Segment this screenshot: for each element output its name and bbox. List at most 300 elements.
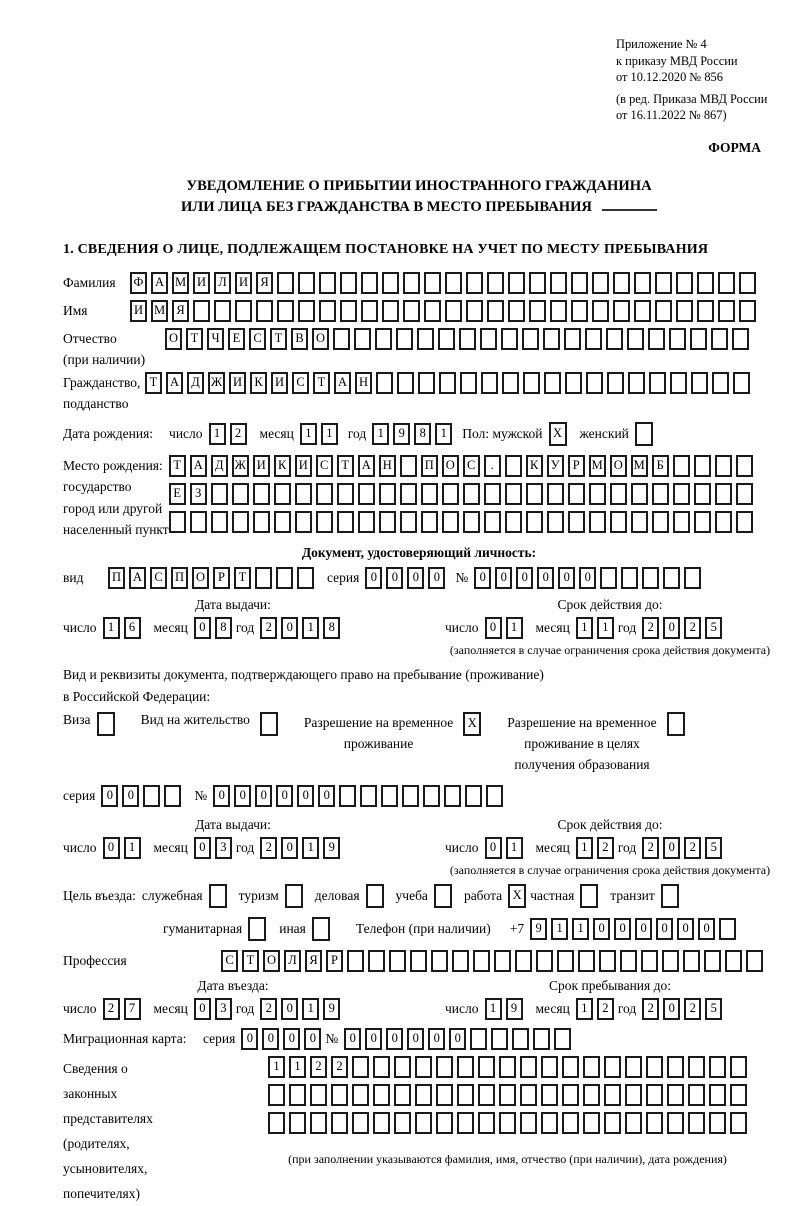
char-cell: [423, 785, 440, 807]
char-cell: 2: [230, 423, 247, 445]
char-cell: 1: [576, 617, 593, 639]
char-cell: [473, 950, 490, 972]
char-cell: 0: [579, 567, 596, 589]
char-cell: С: [221, 950, 238, 972]
migration-card-label: Миграционная карта:: [63, 1030, 187, 1046]
char-cell: [641, 950, 658, 972]
char-cell: [352, 1112, 369, 1134]
char-cell: [232, 483, 249, 505]
char-cell: [352, 1084, 369, 1106]
migration-number-cells: [344, 1028, 571, 1050]
char-cell: Т: [186, 328, 203, 350]
char-cell: Я: [172, 300, 189, 322]
char-cell: [662, 950, 679, 972]
char-cell: Д: [211, 455, 228, 477]
char-cell: 0: [428, 567, 445, 589]
char-cell: [463, 511, 480, 533]
representatives-label-line: представителях: [63, 1110, 153, 1126]
char-cell: [620, 950, 637, 972]
char-cell: [730, 1056, 747, 1078]
char-cell: 0: [407, 567, 424, 589]
char-cell: А: [334, 372, 351, 394]
char-cell: [508, 272, 525, 294]
char-cell: [625, 1056, 642, 1078]
char-cell: [478, 1084, 495, 1106]
char-cell: Я: [305, 950, 322, 972]
sex-label: Пол: мужской: [462, 425, 543, 441]
char-cell: 1: [302, 617, 319, 639]
char-cell: [562, 1056, 579, 1078]
char-cell: [568, 511, 585, 533]
char-cell: [400, 511, 417, 533]
char-cell: [501, 328, 518, 350]
char-cell: И: [193, 272, 210, 294]
header-note: [616, 36, 775, 124]
char-cell: [417, 328, 434, 350]
char-cell: [331, 1084, 348, 1106]
char-cell: [382, 272, 399, 294]
issue-day-cells: [103, 617, 141, 639]
char-cell: [715, 483, 732, 505]
char-cell: [646, 1084, 663, 1106]
char-cell: [487, 300, 504, 322]
char-cell: 2: [684, 617, 701, 639]
char-cell: К: [274, 455, 291, 477]
char-cell: 0: [516, 567, 533, 589]
char-cell: [310, 1084, 327, 1106]
birthplace-label: [63, 455, 169, 541]
header-line: от 10.12.2020 № 856: [616, 70, 723, 84]
char-cell: 5: [705, 837, 722, 859]
char-cell: [627, 328, 644, 350]
birthplace-label-line: город или другой: [63, 500, 163, 516]
char-cell: [499, 1112, 516, 1134]
expiry-month-cells: [576, 617, 614, 639]
char-cell: [697, 272, 714, 294]
char-cell: В: [291, 328, 308, 350]
char-cell: [541, 1056, 558, 1078]
day-label: число: [63, 1000, 97, 1016]
char-cell: [211, 483, 228, 505]
char-cell: [347, 950, 364, 972]
birthplace-cells-row1: [169, 455, 753, 477]
field-purpose: [63, 884, 775, 908]
char-cell: [415, 1056, 432, 1078]
char-cell: 1: [485, 998, 502, 1020]
char-cell: [697, 300, 714, 322]
representatives-label-line: законных: [63, 1085, 118, 1101]
birthplace-cells-row3: [169, 511, 753, 533]
char-cell: [621, 567, 638, 589]
char-cell: [499, 1056, 516, 1078]
firstname-label: Имя: [63, 302, 88, 318]
char-cell: 8: [414, 423, 431, 445]
char-cell: [403, 272, 420, 294]
char-cell: П: [171, 567, 188, 589]
char-cell: Т: [270, 328, 287, 350]
char-cell: [690, 328, 707, 350]
char-cell: [508, 300, 525, 322]
purpose-work-label: работа: [463, 887, 503, 903]
char-cell: О: [610, 455, 627, 477]
char-cell: 0: [474, 567, 491, 589]
purpose-work-checkbox: X: [508, 884, 526, 908]
char-cell: [382, 300, 399, 322]
char-cell: [730, 1084, 747, 1106]
char-cell: [295, 511, 312, 533]
char-cell: [436, 1056, 453, 1078]
char-cell: [418, 372, 435, 394]
residence-permit-checkbox: [260, 712, 278, 736]
char-cell: [491, 1028, 508, 1050]
char-cell: [289, 1112, 306, 1134]
char-cell: Н: [355, 372, 372, 394]
doc-kind-cells: [108, 567, 314, 589]
citizenship-cells: [145, 372, 750, 394]
char-cell: [550, 272, 567, 294]
char-cell: [718, 300, 735, 322]
char-cell: [289, 1084, 306, 1106]
char-cell: [394, 1056, 411, 1078]
char-cell: [480, 328, 497, 350]
month-label: месяц: [153, 839, 188, 855]
purpose-private-checkbox: [580, 884, 598, 908]
char-cell: 0: [365, 1028, 382, 1050]
char-cell: [547, 511, 564, 533]
day-label: число: [63, 839, 97, 855]
char-cell: [523, 372, 540, 394]
temp-residence-edu-checkbox: [667, 712, 685, 736]
issue-date-heading: Дата выдачи:: [195, 596, 271, 612]
char-cell: Б: [652, 455, 669, 477]
char-cell: [375, 328, 392, 350]
char-cell: [592, 300, 609, 322]
stay-number-cells: [213, 785, 503, 807]
char-cell: [389, 950, 406, 972]
char-cell: [691, 372, 708, 394]
char-cell: [396, 328, 413, 350]
char-cell: 0: [663, 998, 680, 1020]
month-label: месяц: [535, 839, 570, 855]
issue-year-cells: [260, 617, 340, 639]
stay-until-month-cells: [576, 998, 614, 1020]
char-cell: [547, 483, 564, 505]
char-cell: 9: [530, 918, 547, 940]
char-cell: О: [442, 455, 459, 477]
char-cell: [688, 1056, 705, 1078]
char-cell: [465, 785, 482, 807]
char-cell: [164, 785, 181, 807]
stay-doc-options: [63, 712, 775, 775]
char-cell: [478, 1056, 495, 1078]
year-label: год: [347, 425, 367, 441]
char-cell: [613, 272, 630, 294]
surname-label: Фамилия: [63, 274, 116, 290]
char-cell: [667, 1084, 684, 1106]
char-cell: 0: [386, 1028, 403, 1050]
char-cell: [373, 1056, 390, 1078]
doc-series-label: серия: [327, 569, 360, 585]
char-cell: [585, 328, 602, 350]
residence-permit-label: Вид на жительство: [140, 711, 250, 727]
patronymic-label-line2: (при наличии): [63, 351, 146, 367]
char-cell: 2: [331, 1056, 348, 1078]
char-cell: 1: [506, 837, 523, 859]
char-cell: 1: [124, 837, 141, 859]
field-surname: [63, 272, 775, 294]
month-label: месяц: [535, 619, 570, 635]
char-cell: Т: [313, 372, 330, 394]
char-cell: С: [249, 328, 266, 350]
field-citizenship: [63, 372, 775, 414]
stay-doc-line1: Вид и реквизиты документа, подтверждающего право на пребывание (проживание): [63, 666, 544, 682]
char-cell: [274, 483, 291, 505]
char-cell: [688, 1084, 705, 1106]
char-cell: 0: [386, 567, 403, 589]
char-cell: 0: [407, 1028, 424, 1050]
char-cell: 1: [321, 423, 338, 445]
char-cell: З: [190, 483, 207, 505]
char-cell: [613, 300, 630, 322]
representatives-label-line: попечителях): [63, 1185, 140, 1201]
char-cell: М: [589, 455, 606, 477]
representatives-label-line: усыновителях,: [63, 1160, 148, 1176]
char-cell: [739, 272, 756, 294]
char-cell: [670, 372, 687, 394]
char-cell: [604, 1056, 621, 1078]
char-cell: К: [526, 455, 543, 477]
char-cell: Е: [228, 328, 245, 350]
char-cell: [487, 272, 504, 294]
char-cell: [452, 950, 469, 972]
char-cell: [736, 483, 753, 505]
profession-cells: [221, 950, 763, 972]
char-cell: 1: [372, 423, 389, 445]
birthplace-label-line: Место рождения:: [63, 457, 163, 473]
char-cell: [688, 1112, 705, 1134]
char-cell: [673, 455, 690, 477]
patronymic-cells: [165, 328, 749, 350]
header-line: Приложение № 4: [616, 37, 707, 51]
char-cell: [541, 1084, 558, 1106]
representatives-cells-row2: [268, 1084, 747, 1106]
char-cell: [557, 950, 574, 972]
char-cell: [586, 372, 603, 394]
char-cell: [694, 455, 711, 477]
char-cell: [583, 1056, 600, 1078]
stay-number-label: №: [194, 787, 208, 803]
char-cell: 0: [234, 785, 251, 807]
char-cell: [589, 511, 606, 533]
char-cell: И: [271, 372, 288, 394]
char-cell: [502, 372, 519, 394]
char-cell: 2: [597, 837, 614, 859]
char-cell: [520, 1084, 537, 1106]
stay-until-heading: Срок пребывания до:: [549, 977, 671, 993]
char-cell: [232, 511, 249, 533]
char-cell: [352, 1056, 369, 1078]
representatives-label-line: Сведения о: [63, 1060, 128, 1076]
char-cell: [667, 1056, 684, 1078]
char-cell: И: [235, 272, 252, 294]
char-cell: М: [631, 455, 648, 477]
char-cell: Н: [379, 455, 396, 477]
expiry-date-heading: Срок действия до:: [557, 596, 663, 612]
char-cell: 0: [344, 1028, 361, 1050]
purpose-transit-label: транзит: [610, 887, 655, 903]
purpose-study-checkbox: [434, 884, 452, 908]
day-label: число: [63, 619, 97, 635]
char-cell: [562, 1084, 579, 1106]
char-cell: [562, 1112, 579, 1134]
char-cell: Л: [284, 950, 301, 972]
year-label: год: [235, 1000, 255, 1016]
char-cell: [505, 483, 522, 505]
char-cell: [214, 300, 231, 322]
female-checkbox: [635, 422, 653, 446]
char-cell: 0: [614, 918, 631, 940]
identity-doc-heading: Документ, удостоверяющий личность:: [301, 544, 537, 560]
char-cell: 0: [241, 1028, 258, 1050]
char-cell: А: [358, 455, 375, 477]
char-cell: [295, 483, 312, 505]
char-cell: 0: [663, 617, 680, 639]
stay-series-cells: [101, 785, 181, 807]
char-cell: 2: [260, 998, 277, 1020]
char-cell: 0: [449, 1028, 466, 1050]
char-cell: [361, 300, 378, 322]
char-cell: 1: [597, 617, 614, 639]
visa-label: Виза: [63, 711, 91, 727]
blank-underline: [602, 209, 657, 211]
char-cell: И: [253, 455, 270, 477]
representatives-cells-row3: [268, 1112, 747, 1134]
char-cell: [730, 1112, 747, 1134]
char-cell: 0: [122, 785, 139, 807]
char-cell: 0: [101, 785, 118, 807]
char-cell: 0: [558, 567, 575, 589]
field-birthplace: [63, 455, 775, 541]
char-cell: 0: [262, 1028, 279, 1050]
char-cell: 0: [537, 567, 554, 589]
birthdate-label: Дата рождения:: [63, 425, 154, 441]
char-cell: [583, 1084, 600, 1106]
stay-expiry-year-cells: [642, 837, 722, 859]
char-cell: [339, 785, 356, 807]
char-cell: [400, 483, 417, 505]
char-cell: [655, 272, 672, 294]
char-cell: [625, 1112, 642, 1134]
char-cell: [361, 272, 378, 294]
char-cell: 5: [705, 617, 722, 639]
char-cell: [709, 1056, 726, 1078]
year-label: год: [235, 619, 255, 635]
title-line2: ИЛИ ЛИЦА БЕЗ ГРАЖДАНСТВА В МЕСТО ПРЕБЫВАНИЯ: [181, 198, 592, 215]
char-cell: 0: [635, 918, 652, 940]
purpose-humanitarian-checkbox: [248, 917, 266, 941]
entry-month-cells: [194, 998, 232, 1020]
representatives-label: [63, 1056, 268, 1206]
day-label: число: [445, 839, 479, 855]
day-label: число: [445, 1000, 479, 1016]
char-cell: 7: [124, 998, 141, 1020]
stay-issue-month-cells: [194, 837, 232, 859]
char-cell: [379, 483, 396, 505]
stay-expiry-day-cells: [485, 837, 523, 859]
purpose-humanitarian-label: гуманитарная: [163, 920, 243, 936]
char-cell: [424, 272, 441, 294]
char-cell: [712, 372, 729, 394]
temp-residence-edu-line: получения образования: [514, 756, 650, 772]
field-stay-series: [63, 785, 775, 807]
expiry-note: (заполняется в случае ограничения срока действия документа): [449, 862, 771, 877]
char-cell: [255, 567, 272, 589]
char-cell: [554, 1028, 571, 1050]
char-cell: [610, 511, 627, 533]
issue-month-cells: [194, 617, 232, 639]
char-cell: 2: [103, 998, 120, 1020]
char-cell: 9: [506, 998, 523, 1020]
doc-number-label: №: [455, 569, 469, 585]
char-cell: [709, 1112, 726, 1134]
char-cell: 0: [283, 1028, 300, 1050]
char-cell: [190, 511, 207, 533]
char-cell: [211, 511, 228, 533]
char-cell: У: [547, 455, 564, 477]
char-cell: 0: [318, 785, 335, 807]
char-cell: [522, 328, 539, 350]
char-cell: [599, 950, 616, 972]
char-cell: [358, 511, 375, 533]
char-cell: [169, 511, 186, 533]
stay-until-day-cells: [485, 998, 523, 1020]
char-cell: [625, 1084, 642, 1106]
char-cell: А: [151, 272, 168, 294]
char-cell: [381, 785, 398, 807]
purpose-study-label: учеба: [395, 887, 428, 903]
patronymic-label-line1: Отчество: [63, 330, 117, 346]
char-cell: [718, 272, 735, 294]
char-cell: [512, 1028, 529, 1050]
char-cell: Ф: [130, 272, 147, 294]
char-cell: [373, 1084, 390, 1106]
identity-dates-block: [63, 597, 775, 658]
representatives-note: (при заполнении указываются фамилия, имя, отчество (при наличии), дата рождения): [288, 1151, 727, 1166]
char-cell: 0: [656, 918, 673, 940]
char-cell: [739, 300, 756, 322]
char-cell: [403, 300, 420, 322]
char-cell: [600, 567, 617, 589]
char-cell: [683, 950, 700, 972]
char-cell: [634, 272, 651, 294]
char-cell: [457, 1112, 474, 1134]
char-cell: С: [150, 567, 167, 589]
char-cell: 0: [103, 837, 120, 859]
char-cell: 0: [281, 998, 298, 1020]
char-cell: [673, 483, 690, 505]
char-cell: О: [192, 567, 209, 589]
char-cell: [376, 372, 393, 394]
char-cell: А: [129, 567, 146, 589]
char-cell: [592, 272, 609, 294]
char-cell: [436, 1084, 453, 1106]
char-cell: [235, 300, 252, 322]
char-cell: 1: [302, 998, 319, 1020]
month-label: месяц: [259, 425, 294, 441]
char-cell: 2: [684, 998, 701, 1020]
char-cell: [494, 950, 511, 972]
representatives-label-line: (родителях,: [63, 1135, 130, 1151]
